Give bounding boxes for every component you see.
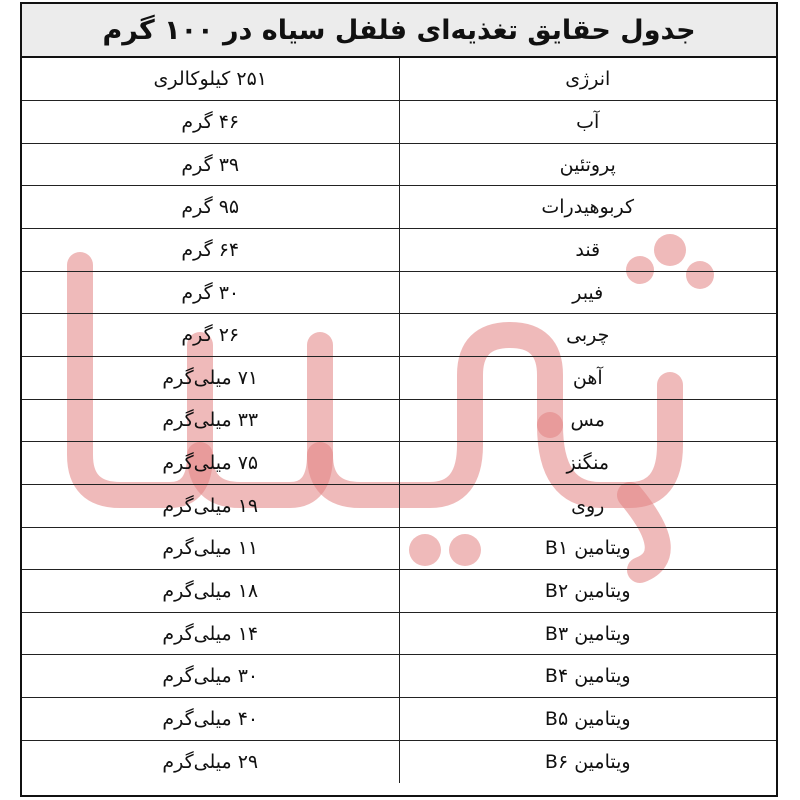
nutrient-amount: ۷۵ میلی‌گرم bbox=[22, 442, 399, 485]
nutrient-name: مس bbox=[399, 399, 776, 442]
nutrient-amount: ۳۰ گرم bbox=[22, 271, 399, 314]
nutrient-name: ویتامین B۴ bbox=[399, 655, 776, 698]
nutrient-amount: ۷۱ میلی‌گرم bbox=[22, 356, 399, 399]
nutrient-amount: ۴۰ میلی‌گرم bbox=[22, 698, 399, 741]
table-row bbox=[22, 740, 776, 783]
table-row bbox=[22, 442, 776, 485]
nutrient-name: آهن bbox=[399, 356, 776, 399]
nutrition-table bbox=[22, 58, 776, 783]
nutrient-amount: ۳۳ میلی‌گرم bbox=[22, 399, 399, 442]
table-row bbox=[22, 101, 776, 144]
nutrient-name: ویتامین B۶ bbox=[399, 740, 776, 783]
table-row bbox=[22, 186, 776, 229]
table-row bbox=[22, 58, 776, 101]
table-row bbox=[22, 143, 776, 186]
table-row bbox=[22, 612, 776, 655]
nutrient-name: ویتامین B۲ bbox=[399, 570, 776, 613]
nutrient-amount: ۳۰ میلی‌گرم bbox=[22, 655, 399, 698]
nutrient-name: انرژی bbox=[399, 58, 776, 101]
table-row bbox=[22, 484, 776, 527]
nutrient-amount: ۱۴ میلی‌گرم bbox=[22, 612, 399, 655]
nutrient-amount: ۳۹ گرم bbox=[22, 143, 399, 186]
nutrient-name: چربی bbox=[399, 314, 776, 357]
table-row bbox=[22, 356, 776, 399]
nutrient-amount: ۲۶ گرم bbox=[22, 314, 399, 357]
table-row bbox=[22, 527, 776, 570]
nutrient-amount: ۲۹ میلی‌گرم bbox=[162, 750, 259, 773]
nutrient-name: قند bbox=[399, 229, 776, 272]
nutrient-amount: ۱۹ میلی‌گرم bbox=[22, 484, 399, 527]
table-row bbox=[22, 570, 776, 613]
table-row bbox=[22, 698, 776, 741]
table-row bbox=[22, 655, 776, 698]
table-row bbox=[22, 314, 776, 357]
title-bar bbox=[22, 4, 776, 58]
nutrient-amount: ۱۱ میلی‌گرم bbox=[22, 527, 399, 570]
nutrient-name: پروتئین bbox=[399, 143, 776, 186]
nutrient-name: فیبر bbox=[399, 271, 776, 314]
page-title: جدول حقایق تغذیه‌ای فلفل سیاه در ۱۰۰ گرم bbox=[102, 14, 696, 46]
table-row bbox=[22, 399, 776, 442]
nutrient-amount: ۶۴ گرم bbox=[22, 229, 399, 272]
nutrient-name: ویتامین B۵ bbox=[399, 698, 776, 741]
nutrient-amount: ۱۸ میلی‌گرم bbox=[22, 570, 399, 613]
table-row bbox=[22, 271, 776, 314]
nutrient-amount: ۲۵۱ کیلوکالری bbox=[22, 58, 399, 101]
nutrient-name: کربوهیدرات bbox=[399, 186, 776, 229]
nutrient-amount: ۹۵ گرم bbox=[22, 186, 399, 229]
nutrient-amount: ۴۶ گرم bbox=[22, 101, 399, 144]
nutrient-name: ویتامین B۱ bbox=[399, 527, 776, 570]
nutrient-name: ویتامین B۳ bbox=[399, 612, 776, 655]
table-row bbox=[22, 229, 776, 272]
nutrient-name: روی bbox=[399, 484, 776, 527]
nutrition-table-frame bbox=[20, 2, 778, 797]
nutrient-name: آب bbox=[399, 101, 776, 144]
nutrient-name: منگنز bbox=[399, 442, 776, 485]
